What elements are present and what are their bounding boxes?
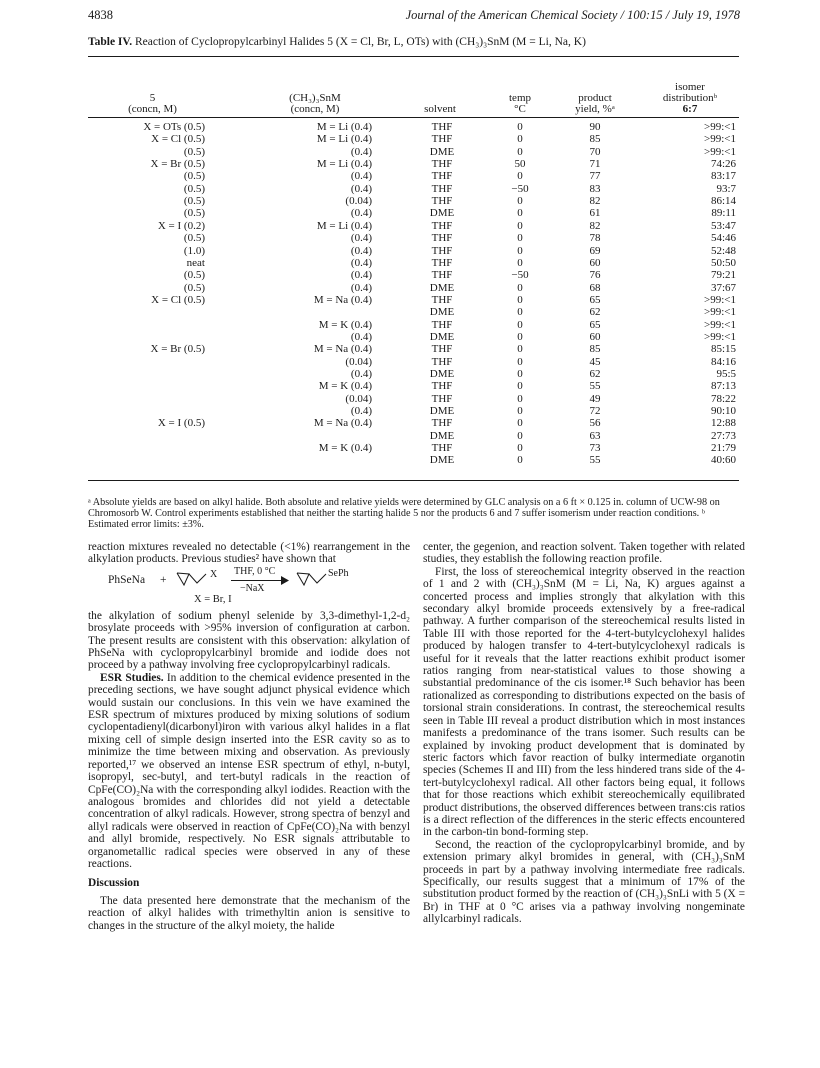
table-label: Table IV. [88, 36, 133, 48]
yield-cell: 49 [589, 392, 601, 405]
scheme-reagent: PhSeNa [108, 573, 146, 586]
halide-cell: (0.5) [183, 145, 205, 158]
temp-cell: 0 [517, 133, 523, 146]
temp-cell: 0 [517, 170, 523, 183]
yield-cell: 72 [589, 405, 601, 418]
temp-cell: 0 [517, 306, 523, 319]
yield-cell: 60 [589, 256, 601, 269]
col-header-reagent: (CH₃)₃SnM (concn, M) [289, 92, 341, 115]
solvent-cell: THF [431, 343, 453, 356]
col-header-yield: product yield, %ᵃ [575, 92, 615, 115]
temp-cell: 0 [517, 256, 523, 269]
temp-cell: 0 [517, 244, 523, 257]
yield-cell: 71 [589, 158, 601, 171]
halide-cell: X = I (0.5) [157, 417, 205, 430]
yield-cell: 62 [589, 368, 601, 380]
halide-cell: (0.5) [183, 232, 205, 245]
temp-cell: 0 [517, 145, 523, 158]
reagent-cell: M = Na (0.4) [313, 417, 372, 430]
solvent-cell: THF [431, 170, 453, 183]
halide-cell: X = Cl (0.5) [151, 133, 205, 146]
solvent-cell: DME [429, 281, 455, 294]
col-header-solvent: solvent [424, 103, 456, 115]
reagent-cell: M = Li (0.4) [316, 219, 372, 232]
solvent-cell: THF [431, 219, 453, 232]
temp-cell: 0 [517, 405, 523, 418]
ratio-cell: 74:26 [710, 158, 736, 171]
yield-cell: 61 [589, 207, 601, 220]
yield-cell: 55 [589, 454, 601, 467]
ratio-cell: 93:7 [716, 182, 736, 195]
yield-cell: 73 [589, 442, 601, 455]
temp-cell: 0 [517, 429, 523, 442]
journal-header: Journal of the American Chemical Society / 100:15 / July 19, 1978 [405, 8, 740, 22]
halide-cell: (0.5) [183, 207, 205, 220]
reaction-scheme [88, 566, 410, 610]
halide-cell: X = Br (0.5) [150, 343, 205, 356]
ratio-cell: 78:22 [710, 392, 736, 405]
temp-cell: 0 [517, 219, 523, 232]
ratio-cell: 21:79 [710, 442, 736, 455]
temp-cell: 0 [517, 318, 523, 331]
halide-cell: neat [186, 256, 205, 269]
yield-cell: 68 [589, 281, 601, 294]
solvent-cell: THF [431, 121, 453, 133]
yield-cell: 65 [589, 293, 601, 306]
scheme-conditions: THF, 0 °C [234, 565, 276, 577]
halide-cell: (0.5) [183, 170, 205, 183]
ratio-cell: 84:16 [710, 355, 736, 368]
solvent-cell: THF [431, 380, 453, 393]
cyclopropylcarbinyl-structure [174, 568, 210, 590]
yield-cell: 77 [589, 170, 601, 183]
reagent-cell: M = Li (0.4) [316, 158, 372, 171]
ratio-cell: >99:<1 [704, 330, 736, 343]
solvent-cell: THF [431, 392, 453, 405]
paragraph: The data presented here demonstrate that the mechanism of the reaction of alkyl halides with trimethyltin anion is sensitive to changes in the structure of the alkyl moiety, the halide [88, 894, 410, 932]
solvent-cell: THF [431, 355, 453, 368]
ratio-cell: 95:5 [716, 368, 736, 380]
halide-cell: X = I (0.2) [157, 219, 205, 232]
ratio-cell: 83:17 [710, 170, 736, 183]
solvent-cell: DME [429, 306, 455, 319]
yield-cell: 90 [589, 121, 601, 133]
yield-cell: 45 [589, 355, 601, 368]
ratio-cell: 79:21 [710, 269, 736, 282]
paragraph: Second, the reaction of the cyclopropylcarbinyl bromide, and by extension primary alkyl bromides in general, with (CH₃)₃SnM proceeds in part by a pathway involving intermediate free radicals. Specifically, our results suggest that a minimum of 17% of the substitution product formed by the reaction of (CH₃)₃SnLi with 5 (X = Br) in THF at 0 °C arises via a pathway involving nongeminate allylcarbinyl radicals. [423, 838, 745, 926]
reagent-cell: (0.4) [350, 330, 372, 343]
reagent-cell: (0.04) [345, 195, 372, 208]
temp-cell: 0 [517, 207, 523, 220]
temp-cell: 0 [517, 281, 523, 294]
scheme-x-label: X = Br, I [194, 593, 232, 605]
page-number: 4838 [88, 8, 113, 22]
section-heading: Discussion [88, 877, 140, 890]
reagent-cell: (0.4) [350, 232, 372, 245]
reagent-cell: M = K (0.4) [318, 318, 372, 331]
ratio-cell: 54:46 [710, 232, 736, 245]
solvent-cell: THF [431, 256, 453, 269]
table-top-rule [88, 56, 739, 57]
ratio-cell: 87:13 [710, 380, 736, 393]
temp-cell: 0 [517, 417, 523, 430]
yield-cell: 78 [589, 232, 601, 245]
yield-cell: 82 [589, 219, 601, 232]
solvent-cell: THF [431, 195, 453, 208]
reagent-cell: M = K (0.4) [318, 442, 372, 455]
reagent-cell: (0.04) [345, 355, 372, 368]
solvent-cell: THF [431, 182, 453, 195]
reagent-cell: (0.4) [350, 281, 372, 294]
ratio-cell: >99:<1 [704, 318, 736, 331]
paragraph: ESR Studies. In addition to the chemical evidence presented in the preceding sections, we have sought adjunct physical evidence which would sustain our conclusions. In this vein we have examined the ESR spectrum of mixtures produced by mixing solutions of sodium cyclopentadienyl(dicarbonyl)iron with various alkyl halides in a flat mixing cell of simple design inserted into the ESR cavity so as to minimize the time between mixing and observation. As previously reported,¹⁷ we observed an intense ESR spectrum of ethyl, n-butyl, isopropyl, sec-butyl, and tert-butyl radicals in the reaction of CpFe(CO)₂Na with the corresponding alkyl iodides. Reaction with the analogous bromides and chlorides did not yield a detectable concentration of alkyl radicals. However, strong spectra of benzyl and allyl radicals were observed in reaction of CpFe(CO)₂Na with benzyl and allyl bromide, respectively. No ESR signals attributable to organometallic radical species were observed in any of these reactions. [88, 671, 410, 870]
paragraph: First, the loss of stereochemical integrity observed in the reaction of 1 and 2 with (CH₃)₃SnM (M = Li, Na, K) argues against a concerted process and implies strongly that alkylation with this secondary alkyl bromide proceeds extensively by a free-radical pathway. A further comparison of the stereochemical results listed in Table III with those reported for the 4-tert-butylcyclohexyl halides produced by halogen transfer to 4-tert-butylcyclohexyl radicals is useful for it reveals that the latter reactions exhibit product isomer ratios ranging from near-statistical values to those showing a substantial predominance of the cis isomer.¹⁸ Such behavior has been rationalized as corresponding to distributions expected on the basis of torsional strain considerations. In contrast, the stereochemical results seen in Table III reveal a product distribution which in most instances manifests a predominance of the trans isomer. Such results can be explained by invoking product development that is dominated by steric factors which favor reaction of bulky intermediate organotin species (Schemes II and III) from the less hindered trans side of the 4-tert-butylcyclohexyl radical. All other factors being equal, it follows that for those reactions which exhibit stereochemically equilibrated product distributions, the observed differences between trans:cis ratios is a direct reflection of the differences in the steric effects encountered in the carbon-tin bond-forming step. [423, 565, 745, 839]
ratio-cell: 86:14 [710, 195, 736, 208]
ratio-cell: 89:11 [711, 207, 736, 220]
temp-cell: 0 [517, 368, 523, 380]
scheme-x: X [210, 568, 218, 580]
temp-cell: 0 [517, 293, 523, 306]
reagent-cell: M = Na (0.4) [313, 293, 372, 306]
table-footnote: ᵃ Absolute yields are based on alkyl halide. Both absolute and relative yields were determined by GLC analysis on a 6 ft × 0.125 in. column of UCW-98 on Chromosorb W. Control experiments established that neither the starting halide 5 nor the products 6 and 7 suffer isomerism under reaction conditions. ᵇ Estimated error limits: ±3%. [88, 497, 720, 530]
right-column [423, 541, 745, 926]
ratio-cell: 53:47 [710, 219, 736, 232]
yield-cell: 82 [589, 195, 601, 208]
solvent-cell: THF [431, 417, 453, 430]
solvent-cell: THF [431, 293, 453, 306]
solvent-cell: THF [431, 269, 453, 282]
table-caption-text: Reaction of Cyclopropylcarbinyl Halides 5 (X = Cl, Br, L, OTs) with (CH₃)₃SnM (M = Li, Na, K) [134, 36, 586, 48]
ratio-cell: 90:10 [710, 405, 736, 418]
scheme-byproduct: −NaX [240, 582, 265, 594]
paragraph: reaction mixtures revealed no detectable (<1%) rearrangement in the alkylation products. Previous studies² have shown that [88, 541, 410, 566]
halide-cell: (0.5) [183, 182, 205, 195]
halide-cell: X = Cl (0.5) [151, 293, 205, 306]
reagent-cell: M = Na (0.4) [313, 343, 372, 356]
arrow-head-icon [281, 576, 289, 585]
ratio-cell: 40:60 [710, 454, 736, 467]
ratio-cell: 37:67 [710, 281, 736, 294]
ratio-cell: >99:<1 [704, 293, 736, 306]
temp-cell: −50 [511, 269, 529, 282]
ratio-cell: 27:73 [710, 429, 736, 442]
solvent-cell: THF [431, 244, 453, 257]
solvent-cell: DME [429, 330, 455, 343]
product-structure [294, 568, 330, 590]
paragraph: the alkylation of sodium phenyl selenide by 3,3-dimethyl-1,2-d₂ brosylate proceeds with >95% inversion of configuration at carbon. The present results are consistent with this observation: alkylation of PhSeNa with cyclopropylcarbinyl bromide and iodide does not proceed by a pathway involving free cyclopropylcarbinyl radicals. [88, 609, 410, 672]
ratio-cell: 12:88 [710, 417, 736, 430]
ratio-cell: >99:<1 [704, 145, 736, 158]
yield-cell: 62 [589, 306, 601, 319]
temp-cell: −50 [511, 182, 529, 195]
ratio-cell: 50:50 [710, 256, 736, 269]
yield-cell: 83 [589, 182, 601, 195]
yield-cell: 85 [589, 133, 601, 146]
temp-cell: 0 [517, 232, 523, 245]
ratio-cell: 85:15 [710, 343, 736, 356]
solvent-cell: DME [429, 405, 455, 418]
reaction-arrow [231, 580, 286, 581]
reagent-cell: (0.4) [350, 368, 372, 380]
temp-cell: 0 [517, 454, 523, 467]
halide-cell: X = Br (0.5) [150, 158, 205, 171]
temp-cell: 0 [517, 343, 523, 356]
solvent-cell: THF [431, 232, 453, 245]
col-header-temp: temp °C [509, 92, 531, 115]
temp-cell: 0 [517, 195, 523, 208]
temp-cell: 0 [517, 355, 523, 368]
temp-cell: 0 [517, 330, 523, 343]
reagent-cell: M = Li (0.4) [316, 121, 372, 133]
reagent-cell: (0.4) [350, 207, 372, 220]
ratio-cell: >99:<1 [704, 306, 736, 319]
yield-cell: 60 [589, 330, 601, 343]
temp-cell: 0 [517, 121, 523, 133]
scheme-plus: + [160, 573, 167, 586]
yield-cell: 55 [589, 380, 601, 393]
table-header-rule [88, 117, 739, 118]
reagent-cell: (0.4) [350, 170, 372, 183]
reagent-cell: M = Li (0.4) [316, 133, 372, 146]
scheme-product: SePh [328, 567, 349, 579]
halide-cell: (0.5) [183, 195, 205, 208]
solvent-cell: DME [429, 368, 455, 380]
col-header-halide: 5 (concn, M) [128, 92, 177, 115]
table-bottom-rule [88, 480, 739, 481]
yield-cell: 85 [589, 343, 601, 356]
col-header-isomer: isomer distributionᵇ 6:7 [662, 81, 718, 115]
halide-cell: (1.0) [183, 244, 205, 257]
solvent-cell: DME [429, 207, 455, 220]
reagent-cell: (0.4) [350, 145, 372, 158]
solvent-cell: THF [431, 158, 453, 171]
yield-cell: 63 [589, 429, 601, 442]
halide-cell: (0.5) [183, 269, 205, 282]
solvent-cell: THF [431, 318, 453, 331]
reagent-cell: (0.4) [350, 182, 372, 195]
solvent-cell: THF [431, 442, 453, 455]
yield-cell: 56 [589, 417, 601, 430]
ratio-cell: >99:<1 [704, 133, 736, 146]
solvent-cell: DME [429, 145, 455, 158]
reagent-cell: (0.4) [350, 244, 372, 257]
reagent-cell: M = K (0.4) [318, 380, 372, 393]
yield-cell: 65 [589, 318, 601, 331]
solvent-cell: DME [429, 454, 455, 467]
temp-cell: 0 [517, 442, 523, 455]
solvent-cell: DME [429, 429, 455, 442]
solvent-cell: THF [431, 133, 453, 146]
temp-cell: 0 [517, 392, 523, 405]
section-heading: ESR Studies. [100, 671, 164, 684]
yield-cell: 70 [589, 145, 601, 158]
table-caption [88, 36, 586, 48]
reagent-cell: (0.04) [345, 392, 372, 405]
reagent-cell: (0.4) [350, 269, 372, 282]
halide-cell: X = OTs (0.5) [143, 121, 205, 133]
left-column [88, 541, 410, 932]
paragraph: center, the gegenion, and reaction solvent. Taken together with related studies, they establish the following reaction profile. [423, 541, 745, 566]
yield-cell: 76 [589, 269, 601, 282]
halide-cell: (0.5) [183, 281, 205, 294]
temp-cell: 50 [514, 158, 526, 171]
temp-cell: 0 [517, 380, 523, 393]
yield-cell: 69 [589, 244, 601, 257]
ratio-cell: >99:<1 [704, 121, 736, 133]
reagent-cell: (0.4) [350, 256, 372, 269]
reagent-cell: (0.4) [350, 405, 372, 418]
ratio-cell: 52:48 [710, 244, 736, 257]
